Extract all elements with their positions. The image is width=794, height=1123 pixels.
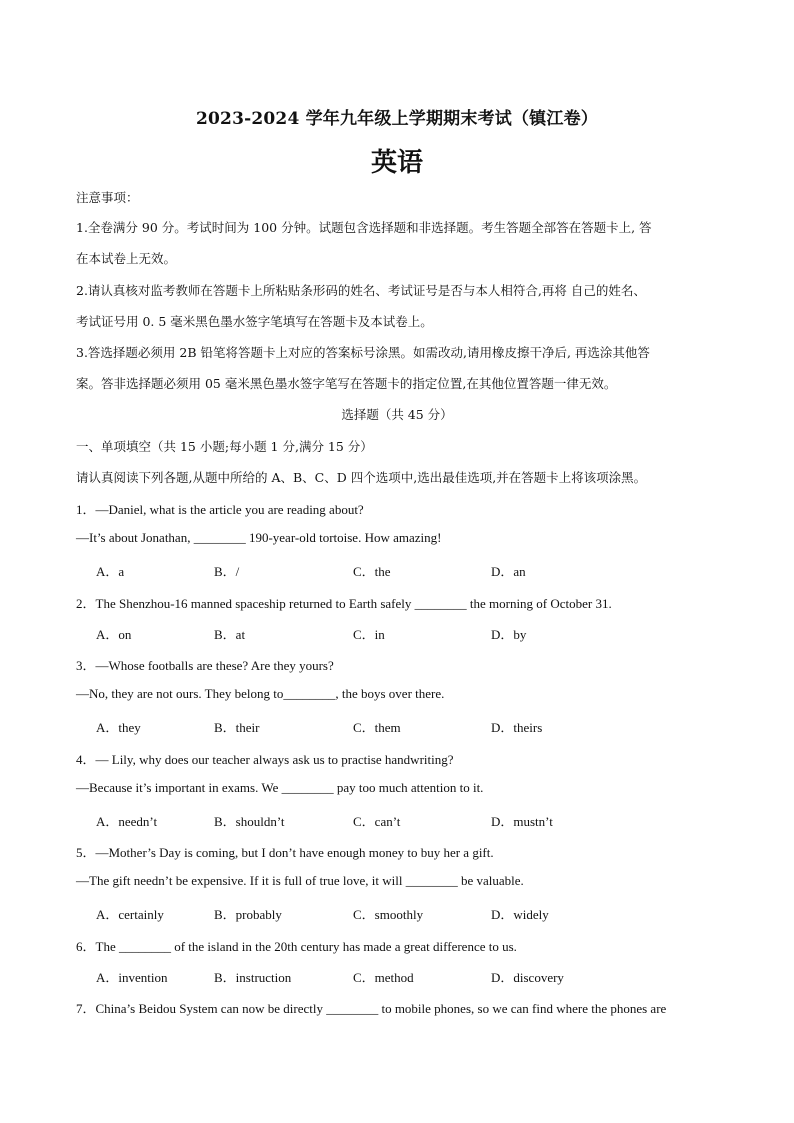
option-b: B．/ bbox=[214, 564, 240, 579]
option-a: A．on bbox=[96, 627, 132, 642]
question-3-response: —No, they are not ours. They belong to________, the boys over there. bbox=[76, 686, 445, 701]
notice-item-3-cont: 案。答非选择题必须用 05 毫米黑色墨水签字笔写在答题卡的指定位置,在其他位置答题一律无效。 bbox=[76, 376, 617, 391]
option-c: C．can’t bbox=[353, 814, 401, 829]
option-d: D．an bbox=[491, 564, 526, 579]
option-a: A．needn’t bbox=[96, 814, 158, 829]
part-instruction: 请认真阅读下列各题,从题中所给的 A、B、C、D 四个选项中,选出最佳选项,并在答题卡上将该项涂黑。 bbox=[76, 470, 647, 485]
question-5-text: 5．—Mother’s Day is coming, but I don’t have enough money to buy her a gift. bbox=[76, 845, 494, 860]
question-5-response: —The gift needn’t be expensive. If it is full of true love, it will ________ be valuable. bbox=[76, 873, 524, 888]
option-b: B．shouldn’t bbox=[214, 814, 285, 829]
option-a: A．invention bbox=[96, 970, 168, 985]
question-1-text: 1．—Daniel, what is the article you are reading about? bbox=[76, 502, 364, 517]
option-c: C．them bbox=[353, 720, 401, 735]
question-1-response: —It’s about Jonathan, ________ 190-year-old tortoise. How amazing! bbox=[76, 530, 442, 545]
option-a: A．a bbox=[96, 564, 125, 579]
option-d: D．discovery bbox=[491, 970, 564, 985]
option-d: D．widely bbox=[491, 907, 549, 922]
question-6-text: 6．The ________ of the island in the 20th century has made a great difference to us. bbox=[76, 939, 517, 954]
part-heading: 一、单项填空（共 15 小题;每小题 1 分,满分 15 分） bbox=[76, 439, 373, 454]
option-c: C．method bbox=[353, 970, 414, 985]
option-c: C．smoothly bbox=[353, 907, 424, 922]
notice-item-1-cont: 在本试卷上无效。 bbox=[76, 251, 177, 266]
option-c: C．the bbox=[353, 564, 391, 579]
exam-title: 2023-2024 学年九年级上学期期末考试（镇江卷） bbox=[195, 109, 598, 129]
notice-item-1: 1.全卷满分 90 分。考试时间为 100 分钟。试题包含选择题和非选择题。考生答题全部答在答题卡上, 答 bbox=[76, 220, 652, 235]
question-4-response: —Because it’s important in exams. We ________ pay too much attention to it. bbox=[76, 780, 484, 795]
notice-heading: 注意事项： bbox=[76, 190, 139, 205]
notice-item-2-cont: 考试证号用 0. 5 毫米黑色墨水签字笔填写在答题卡及本试卷上。 bbox=[76, 314, 433, 329]
option-b: B．probably bbox=[214, 907, 282, 922]
question-3-text: 3．—Whose footballs are these? Are they yours? bbox=[76, 658, 334, 673]
option-c: C．in bbox=[353, 627, 385, 642]
option-d: D．theirs bbox=[491, 720, 543, 735]
question-2-text: 2．The Shenzhou-16 manned spaceship returned to Earth safely ________ the morning of October 31. bbox=[76, 596, 612, 611]
option-b: B．at bbox=[214, 627, 246, 642]
subject-title: 英语 bbox=[370, 148, 423, 178]
notice-item-2: 2.请认真核对监考教师在答题卡上所粘贴条形码的姓名、考试证号是否与本人相符合,再将 自己的姓名、 bbox=[76, 283, 646, 298]
section-title: 选择题（共 45 分） bbox=[341, 407, 453, 422]
question-4-text: 4．— Lily, why does our teacher always ask us to practise handwriting? bbox=[76, 752, 454, 767]
notice-item-3: 3.答选择题必须用 2B 铅笔将答题卡上对应的答案标号涂黑。如需改动,请用橡皮擦干净后, 再选涂其他答 bbox=[76, 345, 650, 360]
option-d: D．mustn’t bbox=[491, 814, 553, 829]
option-d: D．by bbox=[491, 627, 527, 642]
option-b: B．their bbox=[214, 720, 260, 735]
option-a: A．they bbox=[96, 720, 141, 735]
question-7-text: 7．China’s Beidou System can now be directly ________ to mobile phones, so we can find where the phones are bbox=[76, 1001, 667, 1016]
option-a: A．certainly bbox=[96, 907, 164, 922]
option-b: B．instruction bbox=[214, 970, 292, 985]
